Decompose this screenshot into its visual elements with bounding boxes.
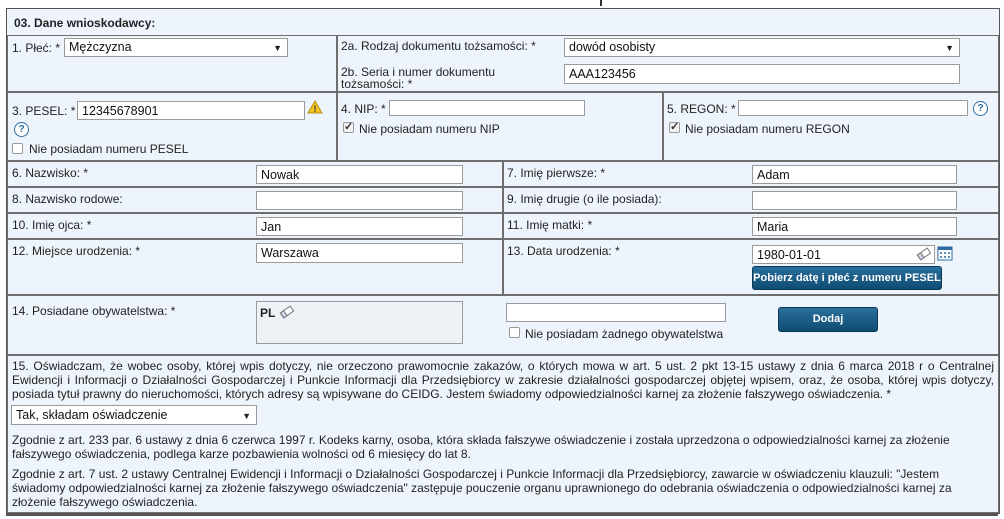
pesel-input[interactable]: 12345678901 bbox=[77, 101, 305, 120]
doc-number-label bbox=[341, 66, 495, 90]
no-regon-label: Nie posiadam numeru REGON bbox=[685, 122, 850, 136]
declaration-select[interactable] bbox=[11, 405, 257, 425]
surname-input[interactable]: Nowak bbox=[256, 165, 463, 184]
family-name-label: 8. Nazwisko rodowe: bbox=[12, 192, 123, 206]
chevron-down-icon: ▼ bbox=[242, 411, 251, 421]
doc-type-select[interactable] bbox=[564, 38, 960, 57]
add-button[interactable]: Dodaj bbox=[778, 307, 878, 332]
no-pesel-label: Nie posiadam numeru PESEL bbox=[29, 142, 189, 156]
father-name-label: 10. Imię ojca: * bbox=[12, 218, 92, 232]
mother-name-label: 11. Imię matki: * bbox=[507, 218, 593, 232]
calendar-icon[interactable] bbox=[937, 246, 953, 264]
doc-number-label-line2: tożsamości: * bbox=[341, 77, 413, 91]
regon-input[interactable] bbox=[738, 100, 968, 116]
surname-label: 6. Nazwisko: * bbox=[12, 166, 89, 180]
first-name-label: 7. Imię pierwsze: * bbox=[507, 166, 606, 180]
doc-type-label: 2a. Rodzaj dokumentu tożsamości: * bbox=[341, 39, 536, 53]
family-name-input[interactable] bbox=[256, 191, 463, 210]
citizenship-list bbox=[256, 301, 463, 344]
mother-name-input[interactable]: Maria bbox=[752, 217, 957, 236]
declaration-value: Tak, składam oświadczenie bbox=[16, 408, 168, 422]
no-citizenship-label: Nie posiadam żadnego obywatelstwa bbox=[525, 327, 724, 341]
chevron-down-icon: ▼ bbox=[945, 43, 954, 53]
legal-note-2: Zgodnie z art. 7 ust. 2 ustawy Centralnej Ewidencji i Informacji o Działalności Gospodarczej i Punkcie Informacji dla Przedsiębiorcy, zawarcie w oświadczeniu klauzuli: "Jestem świadomy odpowiedzialności karnej za złożenie fałszywego oświadczenia" zastępuje pouczenie organu uprawnionego do odebrania oświadczenia o odpowiedzialności karnej za złożenie fałszywego oświadczenia. bbox=[12, 467, 952, 509]
second-name-input[interactable] bbox=[752, 191, 957, 210]
bottom-divider bbox=[6, 514, 998, 516]
regon-help-icon[interactable]: ? bbox=[973, 101, 988, 116]
top-divider bbox=[600, 0, 602, 6]
pesel-label: 3. PESEL: * bbox=[12, 104, 76, 118]
declaration-text: 15. Oświadczam, że wobec osoby, której wpis dotyczy, nie orzeczono prawomocnie zakazów, o których mowa w art. 5 ust. 2 pkt 13-15 ustawy z dnia 6 marca 2018 r o Centralnej Ewidencji i Informacji o Działalności Gospodarczej i Punkcie Informacji dla Przedsiębiorcy w zakresie działalności gospodarczej objętej wpisem, oraz, że osoba, której wpis dotyczy, posiada tytuł prawny do nieruchomości, których adresy są wpisywane do CEIDG. Jestem świadomy odpowiedzialności karnej za złożenie fałszywego oświadczenia. * bbox=[12, 359, 994, 401]
doc-number-label-line1: 2b. Seria i numer dokumentu bbox=[341, 65, 496, 79]
chevron-down-icon: ▼ bbox=[273, 43, 282, 53]
second-name-label: 9. Imię drugie (o ile posiada): bbox=[507, 192, 662, 206]
warning-icon bbox=[307, 100, 323, 117]
citizenship-label: 14. Posiadane obywatelstwa: * bbox=[12, 304, 176, 318]
gender-label: 1. Płeć: * bbox=[12, 41, 61, 55]
gender-select[interactable] bbox=[64, 38, 288, 57]
svg-text:!: ! bbox=[313, 104, 317, 114]
no-nip-label: Nie posiadam numeru NIP bbox=[359, 122, 500, 136]
pesel-help-icon[interactable]: ? bbox=[14, 122, 29, 137]
father-name-input[interactable]: Jan bbox=[256, 217, 463, 236]
no-nip-checkbox[interactable] bbox=[343, 122, 354, 133]
pesel-date-button[interactable]: Pobierz datę i płeć z numeru PESEL bbox=[752, 266, 942, 290]
applicant-data-panel bbox=[6, 8, 1000, 514]
birth-date-input[interactable]: 1980-01-01 bbox=[752, 245, 935, 264]
doc-number-input[interactable]: AAA123456 bbox=[564, 64, 960, 84]
doc-type-value: dowód osobisty bbox=[569, 40, 656, 54]
birth-place-input[interactable]: Warszawa bbox=[256, 243, 463, 263]
citizenship-item: PL bbox=[260, 306, 276, 320]
regon-label: 5. REGON: * bbox=[667, 102, 736, 116]
first-name-input[interactable]: Adam bbox=[752, 165, 957, 184]
gender-value: Mężczyzna bbox=[69, 40, 132, 54]
citizenship-input[interactable] bbox=[506, 303, 726, 322]
nip-label: 4. NIP: * bbox=[341, 102, 386, 116]
legal-note-1: Zgodnie z art. 233 par. 6 ustawy z dnia 6 czerwca 1997 r. Kodeks karny, osoba, która składa fałszywe oświadczenie i została uprzedzona o odpowiedzialności karnej za złożenie fałszywego oświadczenia, podlega karze pozbawienia wolności od 6 miesięcy do lat 8. bbox=[12, 433, 950, 461]
nip-input[interactable] bbox=[389, 100, 585, 116]
birth-date-label: 13. Data urodzenia: * bbox=[507, 244, 620, 258]
no-regon-checkbox[interactable] bbox=[669, 122, 680, 133]
birth-place-label: 12. Miejsce urodzenia: * bbox=[12, 244, 141, 258]
eraser-icon[interactable] bbox=[916, 247, 932, 264]
eraser-icon[interactable] bbox=[279, 305, 295, 322]
no-citizenship-checkbox[interactable] bbox=[509, 327, 520, 338]
no-pesel-checkbox[interactable] bbox=[12, 143, 23, 154]
section-title: 03. Dane wnioskodawcy: bbox=[14, 16, 156, 30]
